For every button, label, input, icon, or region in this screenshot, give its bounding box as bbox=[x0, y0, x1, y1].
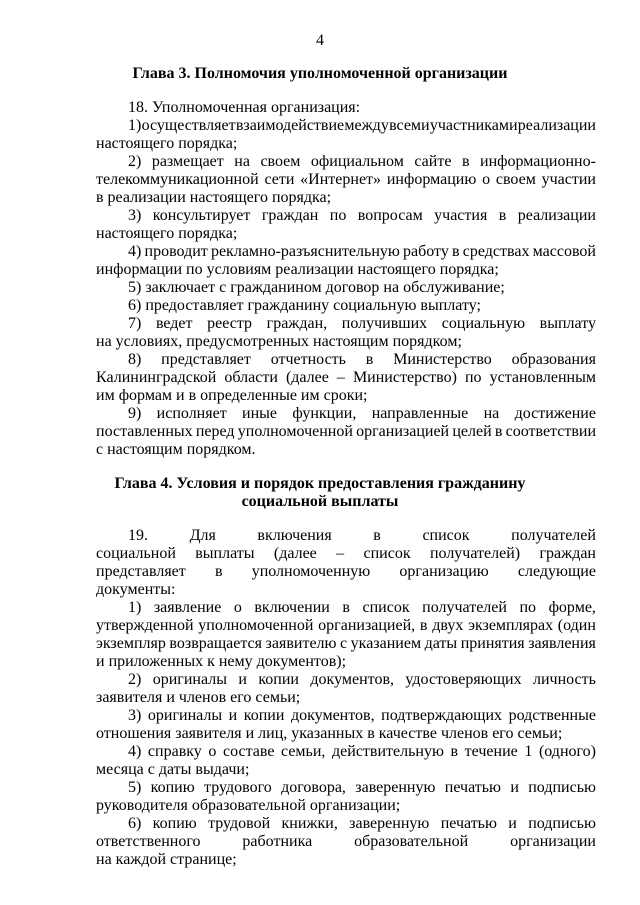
word: экземплярах bbox=[468, 617, 554, 634]
paragraph-18-item-5: 5) заключает с гражданином договор на обслуживание; bbox=[128, 279, 505, 296]
paragraph-19-line-2 bbox=[96, 545, 596, 563]
word: вопросам bbox=[357, 207, 423, 224]
word: перед bbox=[195, 423, 235, 440]
word: организацией, bbox=[318, 617, 416, 634]
word: средствах bbox=[462, 243, 530, 260]
word: заверенную bbox=[349, 815, 430, 832]
word: оригиналы bbox=[152, 671, 227, 688]
paragraph-18-item-9-end: с настоящим порядком. bbox=[96, 441, 256, 458]
word: установленным bbox=[489, 369, 596, 386]
word: получателей bbox=[422, 599, 507, 616]
word: выплаты bbox=[195, 545, 255, 562]
word: о bbox=[482, 171, 491, 188]
word: в bbox=[452, 243, 460, 260]
word: образования bbox=[511, 351, 596, 368]
word: 1) bbox=[128, 599, 142, 616]
word: договора, bbox=[281, 779, 346, 796]
word: по bbox=[519, 599, 537, 616]
paragraph-18-item-7 bbox=[128, 315, 596, 333]
word: с bbox=[340, 635, 348, 652]
word: иные bbox=[242, 405, 278, 422]
word: возвращается bbox=[169, 635, 263, 652]
word: включении bbox=[254, 599, 330, 616]
word: соответствии bbox=[505, 423, 596, 440]
paragraph-18-item-1-cont: настоящего порядка; bbox=[96, 135, 238, 152]
paragraph-19-item-1 bbox=[128, 599, 596, 617]
word: форме, bbox=[548, 599, 596, 616]
paragraph-18-item-2 bbox=[128, 153, 596, 171]
word: консультирует bbox=[152, 207, 251, 224]
paragraph-19-item-1-cont bbox=[96, 617, 596, 635]
word: оригиналы bbox=[147, 707, 223, 724]
word: граждан, bbox=[266, 315, 328, 332]
word: представляет bbox=[96, 563, 186, 580]
word: 4) bbox=[128, 243, 142, 260]
paragraph-18-item-1 bbox=[128, 117, 596, 135]
word: получателей) bbox=[429, 545, 521, 562]
paragraph-18-item-9 bbox=[128, 405, 596, 423]
word: всеми bbox=[389, 117, 430, 134]
word: между bbox=[344, 117, 389, 134]
word: удостоверяющих bbox=[405, 671, 522, 688]
word: 3) bbox=[128, 707, 142, 724]
word: по bbox=[464, 369, 482, 386]
chapter-4-heading-line-1: Глава 4. Условия и порядок предоставления гражданину bbox=[114, 475, 526, 492]
word: – bbox=[336, 545, 345, 562]
word: социальную bbox=[441, 315, 526, 332]
word: следующие bbox=[517, 563, 596, 580]
paragraph-19-item-5-cont: руководителя образовательной организации; bbox=[96, 797, 401, 814]
paragraph-19-item-1-end: и приложенных к нему документов); bbox=[96, 653, 347, 670]
word: заявление bbox=[153, 599, 222, 616]
word: взаимодействие bbox=[235, 117, 345, 134]
paragraph-19-item-3-cont: отношения заявителя и лиц, указанных в качестве членов его семьи; bbox=[96, 725, 563, 742]
word: уполномоченной bbox=[198, 617, 314, 634]
word: в bbox=[498, 207, 507, 224]
word: в bbox=[461, 153, 470, 170]
word: получивших bbox=[341, 315, 428, 332]
word: 5) bbox=[128, 779, 142, 796]
paragraph-18-item-9-cont bbox=[96, 423, 596, 441]
word: размещает bbox=[151, 153, 224, 170]
word: направленные bbox=[371, 405, 469, 422]
word: представляет bbox=[161, 351, 251, 368]
word: телекоммуникационной bbox=[96, 171, 259, 188]
word: семьи, bbox=[281, 743, 326, 760]
paragraph-18-item-2-end: в реализации настоящего порядка; bbox=[96, 189, 332, 206]
word: список bbox=[363, 545, 411, 562]
word: выплату bbox=[539, 315, 596, 332]
paragraph-18-item-3 bbox=[128, 207, 596, 225]
paragraph-18-intro: 18. Уполномоченная организация: bbox=[128, 99, 361, 116]
word: трудовой bbox=[208, 815, 271, 832]
word: образовательной bbox=[354, 833, 469, 850]
paragraph-19-item-6-cont bbox=[96, 833, 596, 851]
word: (далее bbox=[273, 545, 317, 562]
word: 1 bbox=[524, 743, 533, 760]
word: двух bbox=[432, 617, 464, 634]
word: организацию bbox=[399, 563, 489, 580]
page-number: 4 bbox=[316, 32, 324, 49]
word: и bbox=[510, 779, 519, 796]
word: ведет bbox=[155, 315, 193, 332]
word: реализации bbox=[517, 207, 596, 224]
word: Министерство bbox=[393, 351, 492, 368]
word: в bbox=[494, 423, 503, 440]
word: о bbox=[208, 743, 217, 760]
word: 3) bbox=[128, 207, 142, 224]
word: проводит bbox=[144, 243, 208, 260]
word: 2) bbox=[128, 671, 142, 688]
word: работу bbox=[403, 243, 449, 260]
word: список bbox=[422, 527, 470, 544]
word: подтверждающих bbox=[381, 707, 503, 724]
paragraph-18-item-8-cont bbox=[96, 369, 596, 387]
paragraph-18-item-3-cont: настоящего порядка; bbox=[96, 225, 238, 242]
word: (далее bbox=[285, 369, 329, 386]
word: заявителю bbox=[265, 635, 337, 652]
paragraph-18-item-6: 6) предоставляет гражданину социальную выплату; bbox=[128, 297, 481, 314]
paragraph-19-item-2-cont: заявителя и членов его семьи; bbox=[96, 689, 301, 706]
word: в bbox=[419, 617, 428, 634]
word: экземпляр bbox=[96, 635, 166, 652]
paragraph-19-line-3 bbox=[96, 563, 596, 581]
word: 19. bbox=[128, 527, 148, 544]
paragraph-19-item-2 bbox=[128, 671, 596, 689]
word: указанием bbox=[350, 635, 422, 652]
word: – bbox=[336, 369, 345, 386]
word: своем bbox=[260, 153, 301, 170]
word: официальном bbox=[310, 153, 404, 170]
word: сайте bbox=[414, 153, 452, 170]
word: уполномоченной bbox=[237, 423, 353, 440]
word: включения bbox=[257, 527, 332, 544]
chapter-4-heading-line-2: социальной выплаты bbox=[241, 493, 399, 510]
word: 6) bbox=[128, 815, 142, 832]
paragraph-19-line-1 bbox=[128, 527, 596, 545]
word: (один bbox=[557, 617, 596, 634]
word: участниками bbox=[429, 117, 518, 134]
paragraph-19-item-6 bbox=[128, 815, 596, 833]
paragraph-18-item-8-end: им формам и в определенные им сроки; bbox=[96, 387, 368, 404]
word: заверенную bbox=[355, 779, 436, 796]
word: печатью bbox=[440, 815, 497, 832]
word: информацию bbox=[386, 171, 477, 188]
word: 1) bbox=[128, 117, 142, 134]
paragraph-19-item-4 bbox=[128, 743, 596, 761]
paragraph-19-item-4-cont: месяца с даты выдачи; bbox=[96, 761, 250, 778]
word: сети bbox=[264, 171, 295, 188]
word: (одного) bbox=[538, 743, 596, 760]
word: информационно- bbox=[480, 153, 596, 170]
word: реализации bbox=[517, 117, 596, 134]
word: Для bbox=[189, 527, 216, 544]
word: и bbox=[228, 707, 238, 724]
word: области bbox=[224, 369, 278, 386]
chapter-3-heading: Глава 3. Полномочия уполномоченной организации bbox=[132, 65, 508, 82]
word: по bbox=[329, 207, 347, 224]
word: в bbox=[373, 527, 381, 544]
word: на bbox=[234, 153, 250, 170]
word: копии bbox=[258, 671, 299, 688]
paragraph-19-item-1-cont-2 bbox=[96, 635, 596, 653]
word: и bbox=[508, 815, 517, 832]
paragraph-18-item-4 bbox=[128, 243, 596, 261]
word: своем bbox=[495, 171, 536, 188]
word: 8) bbox=[128, 351, 142, 368]
word: Калининградской bbox=[96, 369, 217, 386]
word: копии bbox=[243, 707, 285, 724]
word: организацией bbox=[356, 423, 450, 440]
word: 7) bbox=[128, 315, 142, 332]
word: действительную bbox=[332, 743, 444, 760]
word: граждан bbox=[539, 545, 596, 562]
word: личность bbox=[533, 671, 596, 688]
word: заявления bbox=[528, 635, 596, 652]
word: принятия bbox=[460, 635, 525, 652]
word: граждан bbox=[261, 207, 319, 224]
paragraph-18-item-8 bbox=[128, 351, 596, 369]
word: на bbox=[483, 405, 500, 422]
word: книжки, bbox=[281, 815, 338, 832]
word: 9) bbox=[128, 405, 142, 422]
word: Министерство) bbox=[352, 369, 457, 386]
word: участии bbox=[541, 171, 596, 188]
word: даты bbox=[424, 635, 458, 652]
paragraph-18-item-7-cont: на условиях, предусмотренных настоящим порядком; bbox=[96, 333, 462, 350]
word: в bbox=[342, 599, 350, 616]
paragraph-19-item-6-end: на каждой странице; bbox=[96, 851, 237, 868]
word: участия bbox=[434, 207, 488, 224]
word: функции, bbox=[292, 405, 357, 422]
word: печатью bbox=[444, 779, 502, 796]
word: работника bbox=[242, 833, 313, 850]
word: подписью bbox=[528, 779, 596, 796]
word: копию bbox=[150, 779, 195, 796]
paragraph-18-item-4-cont: информации по условиям реализации настоящего порядка; bbox=[96, 261, 499, 278]
word: получателей bbox=[511, 527, 596, 544]
word: исполняет bbox=[156, 405, 227, 422]
word: достижение bbox=[514, 405, 596, 422]
word: организации bbox=[510, 833, 596, 850]
paragraph-19-item-5 bbox=[128, 779, 596, 797]
word: список bbox=[362, 599, 410, 616]
word: социальной bbox=[96, 545, 176, 562]
word: «Интернет» bbox=[300, 171, 382, 188]
word: и bbox=[238, 671, 247, 688]
word: в bbox=[450, 743, 459, 760]
word: целей bbox=[452, 423, 492, 440]
word: составе bbox=[222, 743, 275, 760]
word: реестр bbox=[207, 315, 253, 332]
word: течение bbox=[464, 743, 518, 760]
word: подписью bbox=[528, 815, 596, 832]
word: отчетность bbox=[270, 351, 346, 368]
paragraph-19-item-3 bbox=[128, 707, 596, 725]
word: в bbox=[214, 563, 223, 580]
word: справку bbox=[147, 743, 202, 760]
word: осуществляет bbox=[141, 117, 236, 134]
word: о bbox=[233, 599, 242, 616]
word: документов, bbox=[290, 707, 375, 724]
word: рекламно-разъяснительную bbox=[210, 243, 400, 260]
word: утвержденной bbox=[96, 617, 194, 634]
word: документов, bbox=[310, 671, 395, 688]
word: поставленных bbox=[96, 423, 193, 440]
word: трудового bbox=[204, 779, 272, 796]
word: 2) bbox=[128, 153, 142, 170]
word: копию bbox=[152, 815, 197, 832]
paragraph-18-item-2-cont bbox=[96, 171, 596, 189]
word: уполномоченную bbox=[251, 563, 371, 580]
word: родственные bbox=[508, 707, 596, 724]
word: ответственного bbox=[96, 833, 201, 850]
word: в bbox=[365, 351, 374, 368]
word: массовой bbox=[532, 243, 596, 260]
word: 4) bbox=[128, 743, 142, 760]
paragraph-19-line-4: документы: bbox=[96, 581, 176, 598]
